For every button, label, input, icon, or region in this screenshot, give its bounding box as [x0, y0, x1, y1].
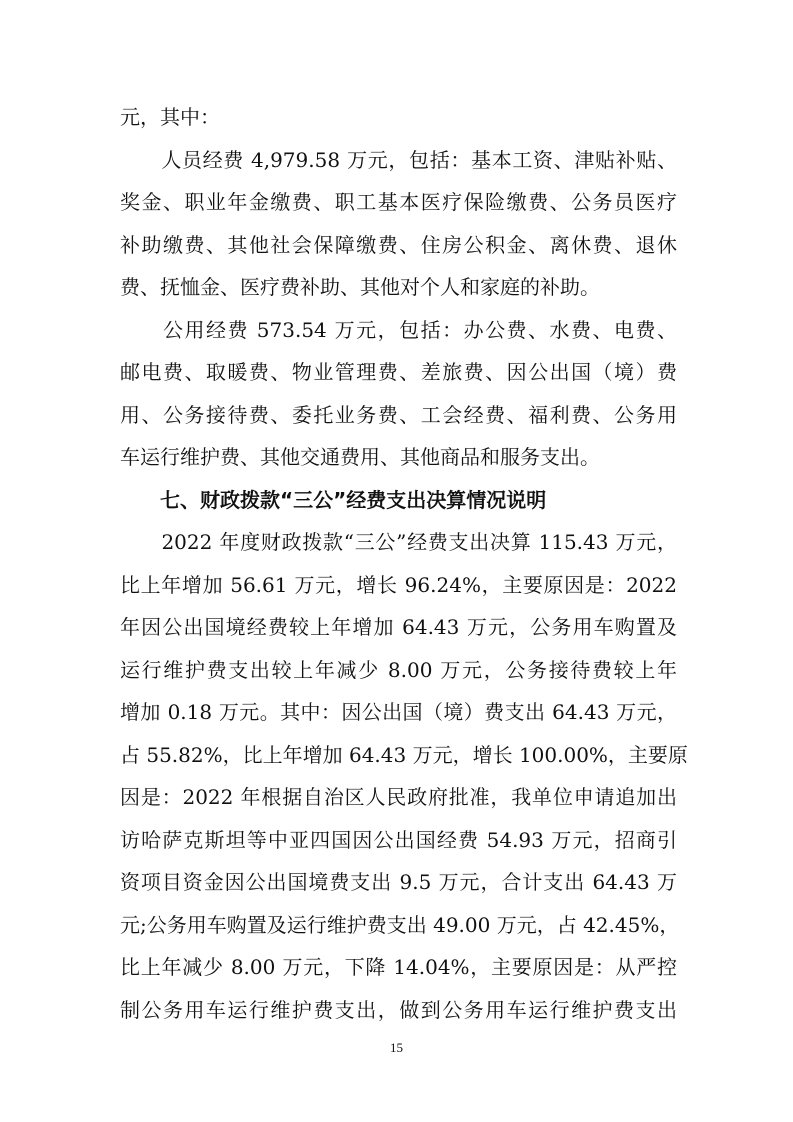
- text-line: 用、公务接待费、委托业务费、工会经费、福利费、公务用: [120, 402, 677, 427]
- text-line: 比上年增加 56.61 万元，增长 96.24%，主要原因是：2022: [120, 572, 677, 597]
- text-line: 元;公务用车购置及运行维护费支出 49.00 万元，占 42.45%，: [120, 912, 680, 937]
- text-line: 公用经费 573.54 万元，包括：办公费、水费、电费、: [120, 317, 677, 342]
- text-line: 增加 0.18 万元。其中：因公出国（境）费支出 64.43 万元，: [120, 700, 677, 724]
- text-line: 资项目资金因公出国境费支出 9.5 万元，合计支出 64.43 万: [120, 870, 677, 894]
- text-line: 元，其中：: [120, 105, 220, 129]
- text-line: 车运行维护费、其他交通费用、其他商品和服务支出。: [120, 445, 600, 469]
- text-line: 运行维护费支出较上年减少 8.00 万元，公务接待费较上年: [120, 657, 677, 682]
- text-line: 年因公出国境经费较上年增加 64.43 万元，公务用车购置及: [120, 615, 677, 639]
- text-line: 因是：2022 年根据自治区人民政府批准，我单位申请追加出: [120, 785, 677, 809]
- body-text: [120, 96, 688, 1031]
- text-line: 邮电费、取暖费、物业管理费、差旅费、因公出国（境）费: [120, 360, 677, 384]
- text-line: 费、抚恤金、医疗费补助、其他对个人和家庭的补助。: [120, 275, 600, 299]
- text-line: 奖金、职业年金缴费、职工基本医疗保险缴费、公务员医疗: [120, 190, 677, 214]
- text-line: 人员经费 4,979.58 万元，包括：基本工资、津贴补贴、: [120, 147, 677, 172]
- text-line: 补助缴费、其他社会保障缴费、住房公积金、离休费、退休: [120, 232, 677, 257]
- page-number: 15: [390, 1040, 403, 1055]
- text-line: 2022 年度财政拨款“三公”经费支出决算 115.43 万元，: [120, 530, 677, 554]
- section-heading: 七、财政拨款“三公”经费支出决算情况说明: [160, 487, 547, 512]
- text-line: 制公务用车运行维护费支出，做到公务用车运行维护费支出: [120, 997, 677, 1022]
- text-line: 占 55.82%，比上年增加 64.43 万元，增长 100.00%，主要原: [120, 742, 688, 767]
- text-line: 比上年减少 8.00 万元，下降 14.04%，主要原因是：从严控: [120, 955, 677, 979]
- text-line: 访哈萨克斯坦等中亚四国因公出国经费 54.93 万元，招商引: [120, 827, 677, 852]
